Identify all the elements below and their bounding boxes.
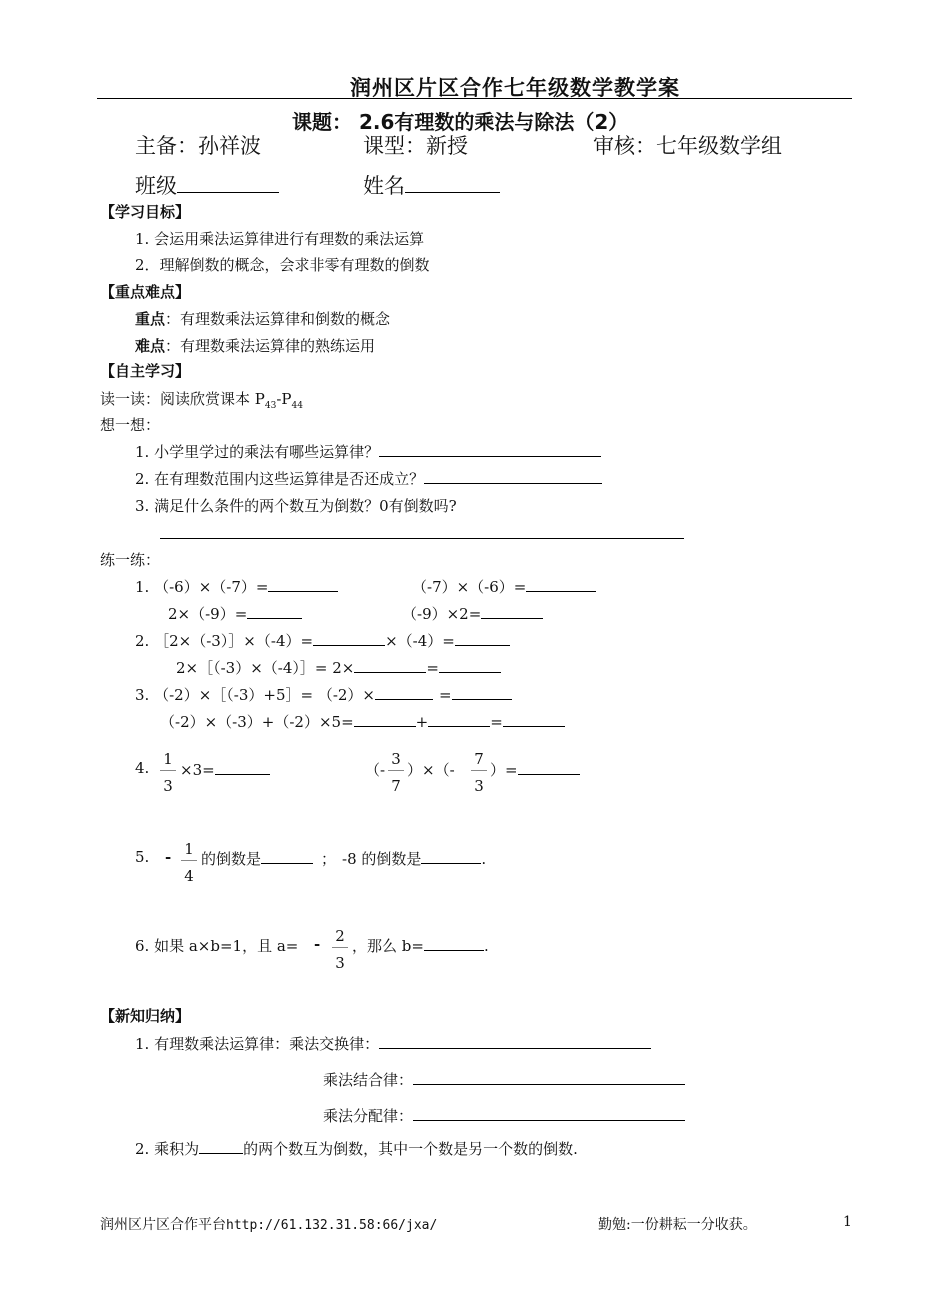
f1-num: 1	[163, 750, 173, 768]
p6-minus: -	[314, 935, 321, 953]
fraction-1-3	[160, 750, 176, 795]
p1b-text: （-7）×（-6）=	[412, 578, 527, 596]
p4a-blank[interactable]	[215, 759, 270, 775]
p3b-text2: +	[415, 713, 429, 731]
fraction-1-4	[181, 840, 197, 885]
p3b-text: （-2）×（-3）+（-2）×5=	[160, 713, 354, 731]
p5-text: 的倒数是	[201, 850, 262, 868]
p4-times: ×3=	[180, 761, 215, 779]
q1-text: 1. 小学里学过的乘法有哪些运算律？	[135, 443, 380, 461]
practice-label: 练一练：	[100, 551, 161, 569]
p1a-text: 1. （-6）×（-7）=	[135, 578, 269, 596]
header-rule	[97, 98, 852, 99]
practice-2a	[135, 630, 510, 651]
p6-text2: ，那么 b=	[352, 937, 424, 955]
class-label: 班级	[135, 174, 177, 198]
q2-text: 2. 在有理数范围内这些运算律是否还成立？	[135, 470, 425, 488]
p2b-blank-1[interactable]	[354, 657, 426, 673]
name-field	[363, 170, 500, 200]
q2-blank[interactable]	[424, 468, 602, 484]
f2-bar	[388, 770, 404, 771]
p3b-blank-2[interactable]	[428, 711, 490, 727]
diff-label: 难点	[135, 337, 166, 355]
selfstudy-heading: 【自主学习】	[100, 362, 191, 380]
f3-num: 7	[474, 750, 484, 768]
key-text: ：有理数乘法运算律和倒数的概念	[165, 310, 391, 328]
p1a-blank[interactable]	[268, 576, 338, 592]
question-3: 3. 满足什么条件的两个数互为倒数？0有倒数吗?	[135, 497, 457, 515]
f1-bar	[160, 770, 176, 771]
p5-minus: -	[165, 848, 172, 866]
s2b-text: 的两个数互为倒数，其中一个数是另一个数的倒数.	[243, 1140, 578, 1158]
p3a-text: 3. （-2）×［（-3）+5］= （-2）×	[135, 686, 376, 704]
p5-end: .	[481, 850, 487, 868]
footer-motto: 勤勉:一份耕耘一分收获。	[598, 1217, 757, 1233]
page-number: 1	[843, 1214, 852, 1230]
q1-blank[interactable]	[379, 441, 601, 457]
s1-blank[interactable]	[379, 1033, 651, 1049]
p1c-blank[interactable]	[247, 603, 302, 619]
p2a-blank-1[interactable]	[313, 630, 385, 646]
s2a-text: 2. 乘积为	[135, 1140, 200, 1158]
question-1	[135, 441, 601, 462]
p3b-blank-3[interactable]	[503, 711, 565, 727]
p4a	[180, 759, 270, 779]
think-label: 想一想：	[100, 416, 161, 434]
p2b-blank-2[interactable]	[439, 657, 501, 673]
class-blank[interactable]	[177, 171, 279, 193]
header-title: 润州区片区合作七年级数学教学案	[350, 76, 680, 100]
practice-1a	[135, 576, 338, 597]
p4b-mid: ）×（-	[407, 761, 455, 779]
practice-1d	[402, 603, 543, 624]
difficult-point	[135, 335, 375, 356]
p3b-text3: =	[490, 713, 503, 731]
read-sub1: 43	[264, 401, 277, 411]
s1b-text: 乘法结合律：	[323, 1071, 414, 1089]
p3a-blank-2[interactable]	[452, 684, 512, 700]
practice-2b	[176, 657, 501, 678]
p2a-text2: ×（-4）=	[385, 632, 455, 650]
f3-bar	[471, 770, 487, 771]
objective-item-2: 2．理解倒数的概念，会求非零有理数的倒数	[135, 256, 430, 274]
footer-url[interactable]: http://61.132.31.58:66/jxa/	[226, 1218, 438, 1233]
p5-text2: -8 的倒数是	[342, 850, 422, 868]
p2a-text: 2. ［2×（-3）］×（-4）=	[135, 632, 314, 650]
s2-blank[interactable]	[199, 1138, 243, 1154]
read-line	[100, 388, 303, 411]
p5-line	[201, 848, 486, 869]
p2b-text2: =	[426, 659, 439, 677]
summary-heading: 【新知归纳】	[100, 1007, 191, 1025]
name-blank[interactable]	[405, 171, 500, 193]
f4-num: 1	[184, 840, 194, 858]
read-label: 读一读：阅读欣赏课本 P	[100, 390, 265, 408]
lesson-type: 课型：新授	[363, 134, 468, 158]
s1c-blank[interactable]	[413, 1105, 685, 1121]
name-label: 姓名	[363, 174, 405, 198]
f5-num: 2	[335, 927, 345, 945]
p6-line	[352, 935, 489, 956]
summary-2	[135, 1138, 578, 1159]
p2a-blank-2[interactable]	[455, 630, 510, 646]
s1c-text: 乘法分配律：	[323, 1107, 414, 1125]
summary-1c	[323, 1105, 685, 1126]
fraction-3-7	[388, 750, 404, 795]
f2-den: 7	[391, 777, 401, 795]
reviewer: 审核：七年级数学组	[593, 134, 782, 158]
p1d-text: （-9）×2=	[402, 605, 482, 623]
f3-den: 3	[474, 777, 484, 795]
p4b-open: （-	[365, 761, 386, 779]
read-sub2: 44	[291, 401, 303, 411]
p4-number: 4.	[135, 759, 150, 777]
footer-platform: 润州区片区合作平台	[100, 1217, 226, 1233]
diff-text: ：有理数乘法运算律的熟练运用	[165, 337, 376, 355]
p3a-blank-1[interactable]	[375, 684, 433, 700]
fraction-2-3	[332, 927, 348, 972]
f2-num: 3	[391, 750, 401, 768]
p6-text: 6. 如果 a×b=1，且 a=	[135, 937, 299, 955]
footer-left	[100, 1214, 437, 1234]
q3-blank[interactable]	[160, 538, 684, 539]
key-label: 重点	[135, 310, 166, 328]
p3a-text2: =	[439, 686, 452, 704]
p2b-text: 2×［（-3）×（-4）］= 2×	[176, 659, 355, 677]
p4-close: ）=	[490, 761, 518, 779]
keypoints-heading: 【重点难点】	[100, 283, 191, 301]
f1-den: 3	[163, 777, 173, 795]
p4b-close	[490, 759, 580, 780]
f5-den: 3	[335, 954, 345, 972]
s1b-blank[interactable]	[413, 1069, 685, 1085]
class-field	[135, 170, 279, 200]
f4-bar	[181, 860, 197, 861]
summary-1	[135, 1033, 651, 1054]
preparer: 主备：孙祥波	[135, 134, 261, 158]
p5-blank-1[interactable]	[261, 848, 313, 864]
summary-1b	[323, 1069, 685, 1090]
p6-blank[interactable]	[424, 935, 484, 951]
p6-end: .	[483, 937, 489, 955]
f4-den: 4	[184, 867, 194, 885]
fraction-7-3	[471, 750, 487, 795]
p5-blank-2[interactable]	[421, 848, 481, 864]
key-point	[135, 308, 390, 329]
p5-sep: ；	[321, 850, 337, 868]
p3b-blank-1[interactable]	[354, 711, 416, 727]
f5-bar	[332, 947, 348, 948]
read-mid: -P	[276, 390, 292, 408]
p1c-text: 2×（-9）=	[168, 605, 248, 623]
practice-3b	[160, 711, 565, 732]
practice-3a	[135, 684, 512, 705]
p1b-blank[interactable]	[526, 576, 596, 592]
objectives-heading: 【学习目标】	[100, 203, 191, 221]
objective-item-1: 1. 会运用乘法运算律进行有理数的乘法运算	[135, 230, 425, 248]
practice-1b	[412, 576, 596, 597]
p1d-blank[interactable]	[481, 603, 543, 619]
p4b-blank[interactable]	[518, 759, 580, 775]
practice-1c	[168, 603, 302, 624]
question-2	[135, 468, 602, 489]
lesson-title: 课题： 2.6有理数的乘法与除法（2）	[292, 110, 629, 134]
p5-number: 5.	[135, 848, 150, 866]
s1-text: 1. 有理数乘法运算律：乘法交换律：	[135, 1035, 380, 1053]
